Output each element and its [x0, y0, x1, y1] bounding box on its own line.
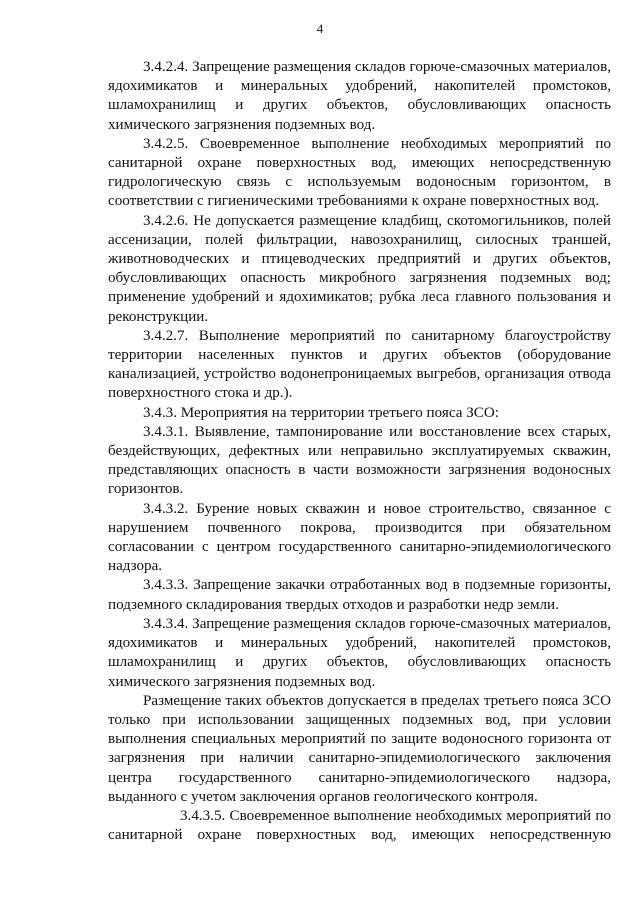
paragraph-3-4-3-5: 3.4.3.5. Своевременное выполнение необходимых мероприятий по санитарной охране поверхностных вод, имеющих непосредственную [108, 807, 611, 844]
paragraph-3-4-2-7: 3.4.2.7. Выполнение мероприятий по санитарному благоустройству территории населенных пунктов и других объектов (оборудование канализацией, устройство водонепроницаемых выгребов, организация отвода поверхностного стока и др.). [108, 327, 611, 402]
paragraph-3-4-3-3: 3.4.3.3. Запрещение закачки отработанных вод в подземные горизонты, подземного складирования твердых отходов и разработки недр земли. [108, 577, 611, 613]
paragraph-3-4-2-6: 3.4.2.6. Не допускается размещение кладбищ, скотомогильников, полей ассенизации, полей фильтрации, навозохранилищ, силосных траншей, животноводческих и птицеводческих предприятий и других объектов, обусловливающих опасность микробного загрязнения подземных вод; применение удобрений и ядохимикатов; рубка леса главного пользования и реконструкции. [108, 212, 611, 325]
paragraph-3-4-3-heading: 3.4.3. Мероприятия на территории третьего пояса ЗСО: [143, 404, 499, 421]
document-body [108, 58, 611, 845]
page-number: 4 [316, 21, 324, 36]
paragraph-3-4-2-4: 3.4.2.4. Запрещение размещения складов горюче-смазочных материалов, ядохимикатов и минеральных удобрений, накопителей промстоков, шламохранилищ и других объектов, обусловливающих опасность химического загрязнения подземных вод. [108, 59, 611, 133]
paragraph-3-4-3-4: 3.4.3.4. Запрещение размещения складов горюче-смазочных материалов, ядохимикатов и минеральных удобрений, накопителей промстоков, шламохранилищ и других объектов, обусловливающих опасность химического загрязнения подземных вод. [108, 615, 611, 690]
paragraph-placement-conditions: Размещение таких объектов допускается в пределах третьего пояса ЗСО только при использовании защищенных подземных вод, при условии выполнения специальных мероприятий по защите водоносного горизонта от загрязнения при наличии санитарно-эпидемиологического заключения центра государственного санитарно-эпидемиологического надзора, выданного с учетом заключения органов геологического контроля. [108, 692, 611, 805]
paragraph-3-4-3-2: 3.4.3.2. Бурение новых скважин и новое строительство, связанное с нарушением почвенного покрова, производится при обязательном согласовании с центром государственного санитарно-эпидемиологического надзора. [108, 500, 611, 575]
paragraph-3-4-2-5: 3.4.2.5. Своевременное выполнение необходимых мероприятий по санитарной охране поверхностных вод, имеющих непосредственную гидрологическую связь с используемым водоносным горизонтом, в соответствии с гигиеническими требованиями к охране поверхностных вод. [108, 135, 611, 210]
paragraph-3-4-3-1: 3.4.3.1. Выявление, тампонирование или восстановление всех старых, бездействующих, дефектных или неправильно эксплуатируемых скважин, представляющих опасность в части возможности загрязнения водоносных горизонтов. [108, 423, 611, 498]
